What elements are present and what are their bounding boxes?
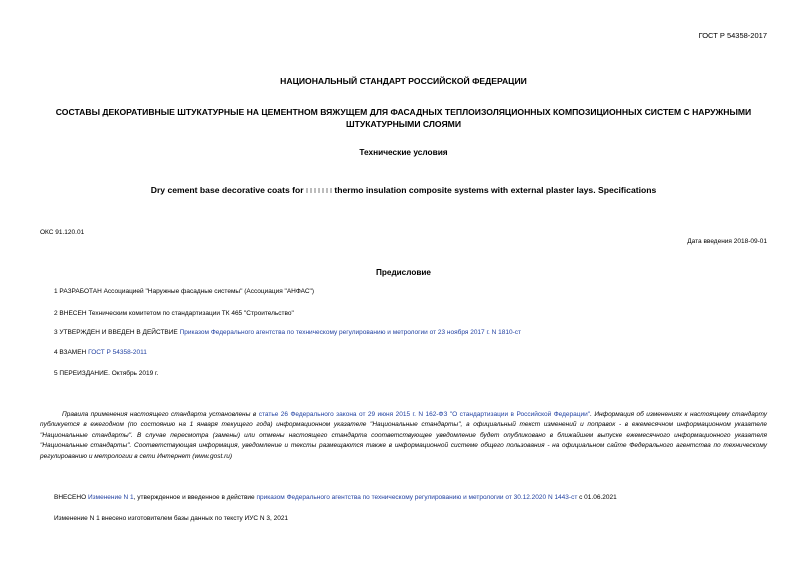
preface-item-1: 1 РАЗРАБОТАН Ассоциацией "Наружные фасадные системы" (Ассоциация "АНФАС")	[54, 288, 315, 295]
english-title-start: Dry cement base decorative coats for	[150, 185, 304, 195]
replaced-standard-link[interactable]: ГОСТ Р 54358-2011	[88, 349, 147, 356]
oks-code: ОКС 91.120.01	[40, 229, 85, 236]
preface-item-2: 2 ВНЕСЕН Техническим комитетом по стандартизации ТК 465 "Строительство"	[54, 310, 294, 317]
rules-text-2: . Информация об изменениях к настоящему стандарту публикуется в ежегодном (по состоянию на 1 января текущего года) информационном указателе "Национальные стандарты", а официальный текст изменений и поправок - в ежемесячном информационном указателе "Национальные стандарты". В случае пересмотра (замены) или отмены настоящего стандарта соответствующее уведомление будет опубликовано в ближайшем выпуске ежемесячного информационного указателя "Национальные стандарты". Соответствующая информация, уведомление и тексты размещаются также в информационной системе общего пользования - на официальном сайте Федерального агентства по техническому регулированию и метрологии в сети Интернет (www.gost.ru)	[40, 411, 767, 460]
english-title	[0, 185, 807, 195]
preface-heading: Предисловие	[376, 268, 431, 277]
order-link[interactable]: Приказом Федерального агентства по техническому регулированию и метрологии от 23 ноября 2017 г. N 1810-ст	[179, 329, 522, 336]
intro-date: Дата введения 2018-09-01	[687, 238, 767, 245]
english-title-end: thermo insulation composite systems with external plaster lays. Specifications	[334, 185, 657, 195]
amendment-link[interactable]: Изменение N 1	[87, 494, 134, 501]
page-title: СОСТАВЫ ДЕКОРАТИВНЫЕ ШТУКАТУРНЫЕ НА ЦЕМЕНТНОМ ВЯЖУЩЕМ ДЛЯ ФАСАДНЫХ ТЕПЛОИЗОЛЯЦИОННЫХ КОМПОЗИЦИОННЫХ СИСТЕМ С НАРУЖНЫМИ ШТУКАТУРНЫМИ СЛОЯМИ	[55, 107, 752, 129]
amendment-prefix: ВНЕСЕНО	[54, 494, 88, 501]
preface-item-5: 5 ПЕРЕИЗДАНИЕ. Октябрь 2019 г.	[54, 370, 159, 377]
preface-item-3	[54, 329, 521, 336]
ghost-text-artifact	[306, 188, 332, 193]
preface-item-4	[54, 349, 147, 356]
rules-text-1: Правила применения настоящего стандарта установлены в	[62, 411, 259, 418]
subtitle: Технические условия	[359, 147, 448, 157]
national-standard-heading: НАЦИОНАЛЬНЫЙ СТАНДАРТ РОССИЙСКОЙ ФЕДЕРАЦИИ	[280, 76, 527, 86]
federal-law-link[interactable]: статье 26 Федерального закона от 29 июня 2015 г. N 162-ФЗ "О стандартизации в Российской Федерации"	[258, 411, 591, 418]
amendment-suffix: с 01.06.2021	[577, 494, 617, 501]
amendment-middle: , утвержденное и введенное в действие	[133, 494, 257, 501]
gost-code: ГОСТ Р 54358-2017	[698, 31, 767, 40]
amendment-order-link[interactable]: приказом Федерального агентства по техническому регулированию и метрологии от 30.12.2020 N 1443-ст	[256, 494, 578, 501]
application-rules-paragraph	[40, 410, 767, 462]
preface-item-4-text: 4 ВЗАМЕН	[54, 349, 89, 356]
preface-item-3-text: 3 УТВЕРЖДЕН И ВВЕДЕН В ДЕЙСТВИЕ	[54, 329, 180, 336]
amendment-note: Изменение N 1 внесено изготовителем базы данных по тексту ИУС N 3, 2021	[54, 515, 289, 522]
amendment-line	[54, 494, 617, 501]
